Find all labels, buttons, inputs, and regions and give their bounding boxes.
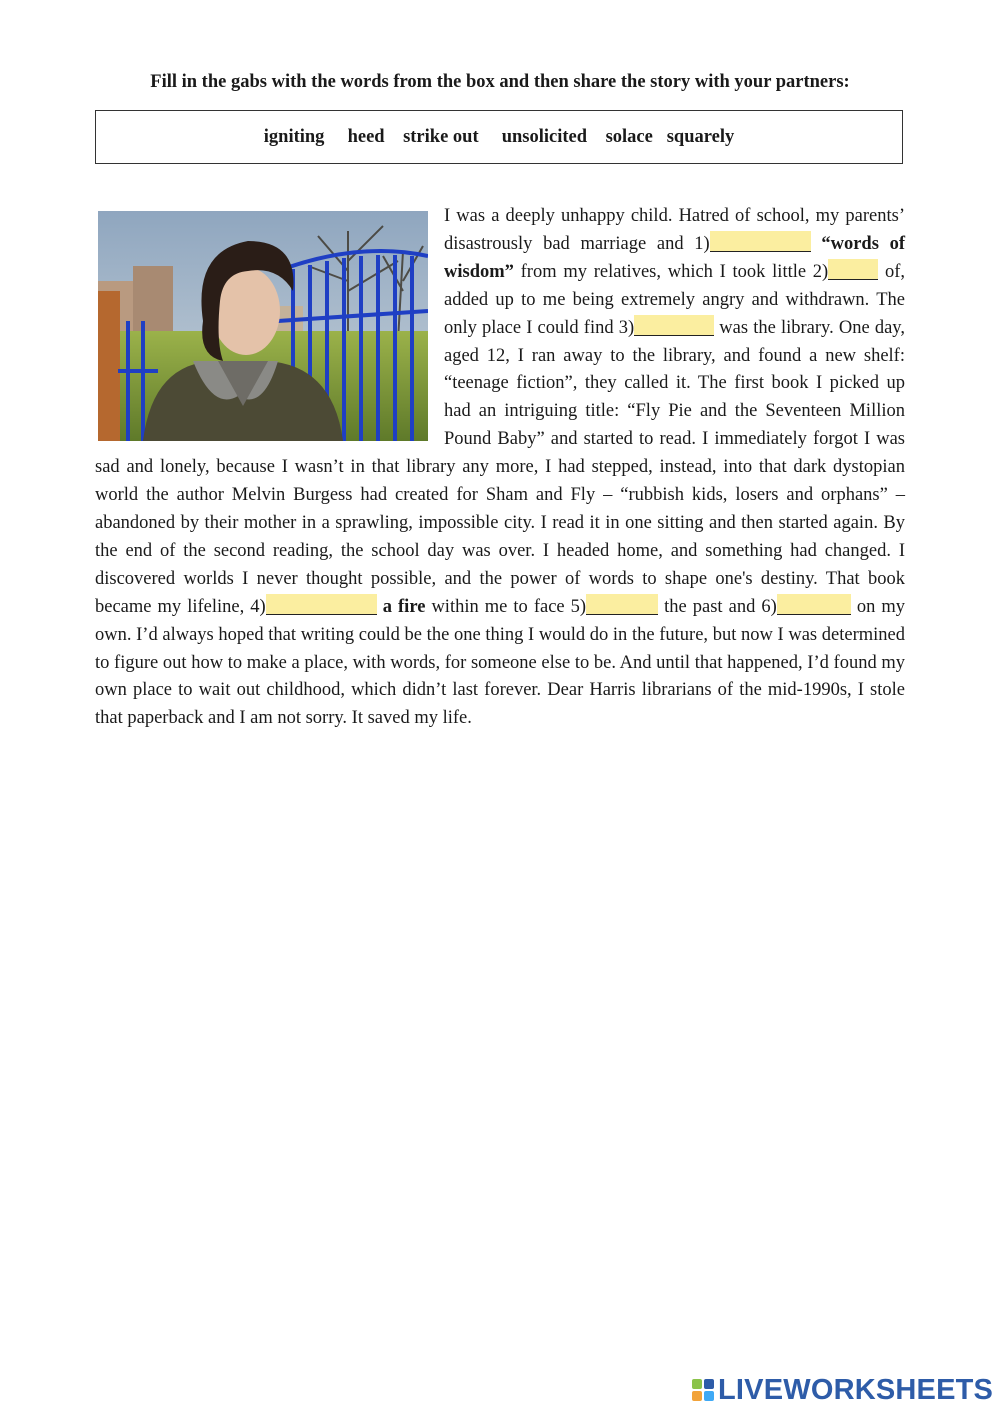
instruction-heading: Fill in the gabs with the words from the box and then share the story with your partners:: [150, 72, 850, 92]
portrait-photo: [98, 211, 428, 441]
blank-2[interactable]: [828, 259, 878, 280]
word-box-item: unsolicited: [501, 126, 588, 147]
story-text: I was a deeply unhappy child. Hatred of school, my parents’ disastrously bad marriage and 1) “words of wisdom” from my relatives, which I took little 2) of, added up to me being extremely angry and withdrawn. The only place I could find 3) was the library. One day, aged 12, I ran away to the library, and found a new shelf: “teenage fiction”, they called it. The first book I picked up had an intriguing title: “Fly Pie and the Seventeen Million Pound Baby” and started to read. I immediately forgot I was sad and lonely, because I wasn’t in that library any more, I had stepped, instead, into that dark dystopian world the author Melvin Burgess had created for Sham and Fly – “rubbish kids, losers and orphans” – abandoned by their mother in a sprawling, impossible city. I read it in one sitting and then started again. By the end of the second reading, the school day was over. I headed home, and something had changed. I discovered worlds I never thought possible, and the power of words to shape one's destiny. That book became my lifeline, 4) a fire within me to face 5) the past and 6) on my own. I’d always hoped that writing could be the one thing I would do in the future, but now I was determined to figure out how to make a place, with words, for someone else to be. And until that happened, I’d found my own place to wait out childhood, which didn’t last forever. Dear Harris librarians of the mid-1990s, I stole that paperback and I am not sorry. It saved my life.: [95, 206, 906, 729]
word-box-item: solace: [605, 126, 653, 147]
blank-3[interactable]: [634, 315, 714, 336]
word-box-item: squarely: [666, 126, 735, 147]
word-box-item: strike out: [403, 126, 479, 147]
blank-6[interactable]: [777, 594, 851, 615]
blank-5[interactable]: [586, 594, 658, 615]
liveworksheets-logo: [692, 1374, 993, 1406]
liveworksheets-logo-icon: [692, 1379, 714, 1401]
word-box: [95, 110, 903, 164]
blank-1[interactable]: [710, 231, 811, 252]
word-box-item: igniting: [263, 126, 325, 147]
logo-text: LIVEWORKSHEETS: [718, 1373, 994, 1406]
word-box-item: heed: [347, 126, 385, 147]
blank-4[interactable]: [266, 594, 377, 615]
